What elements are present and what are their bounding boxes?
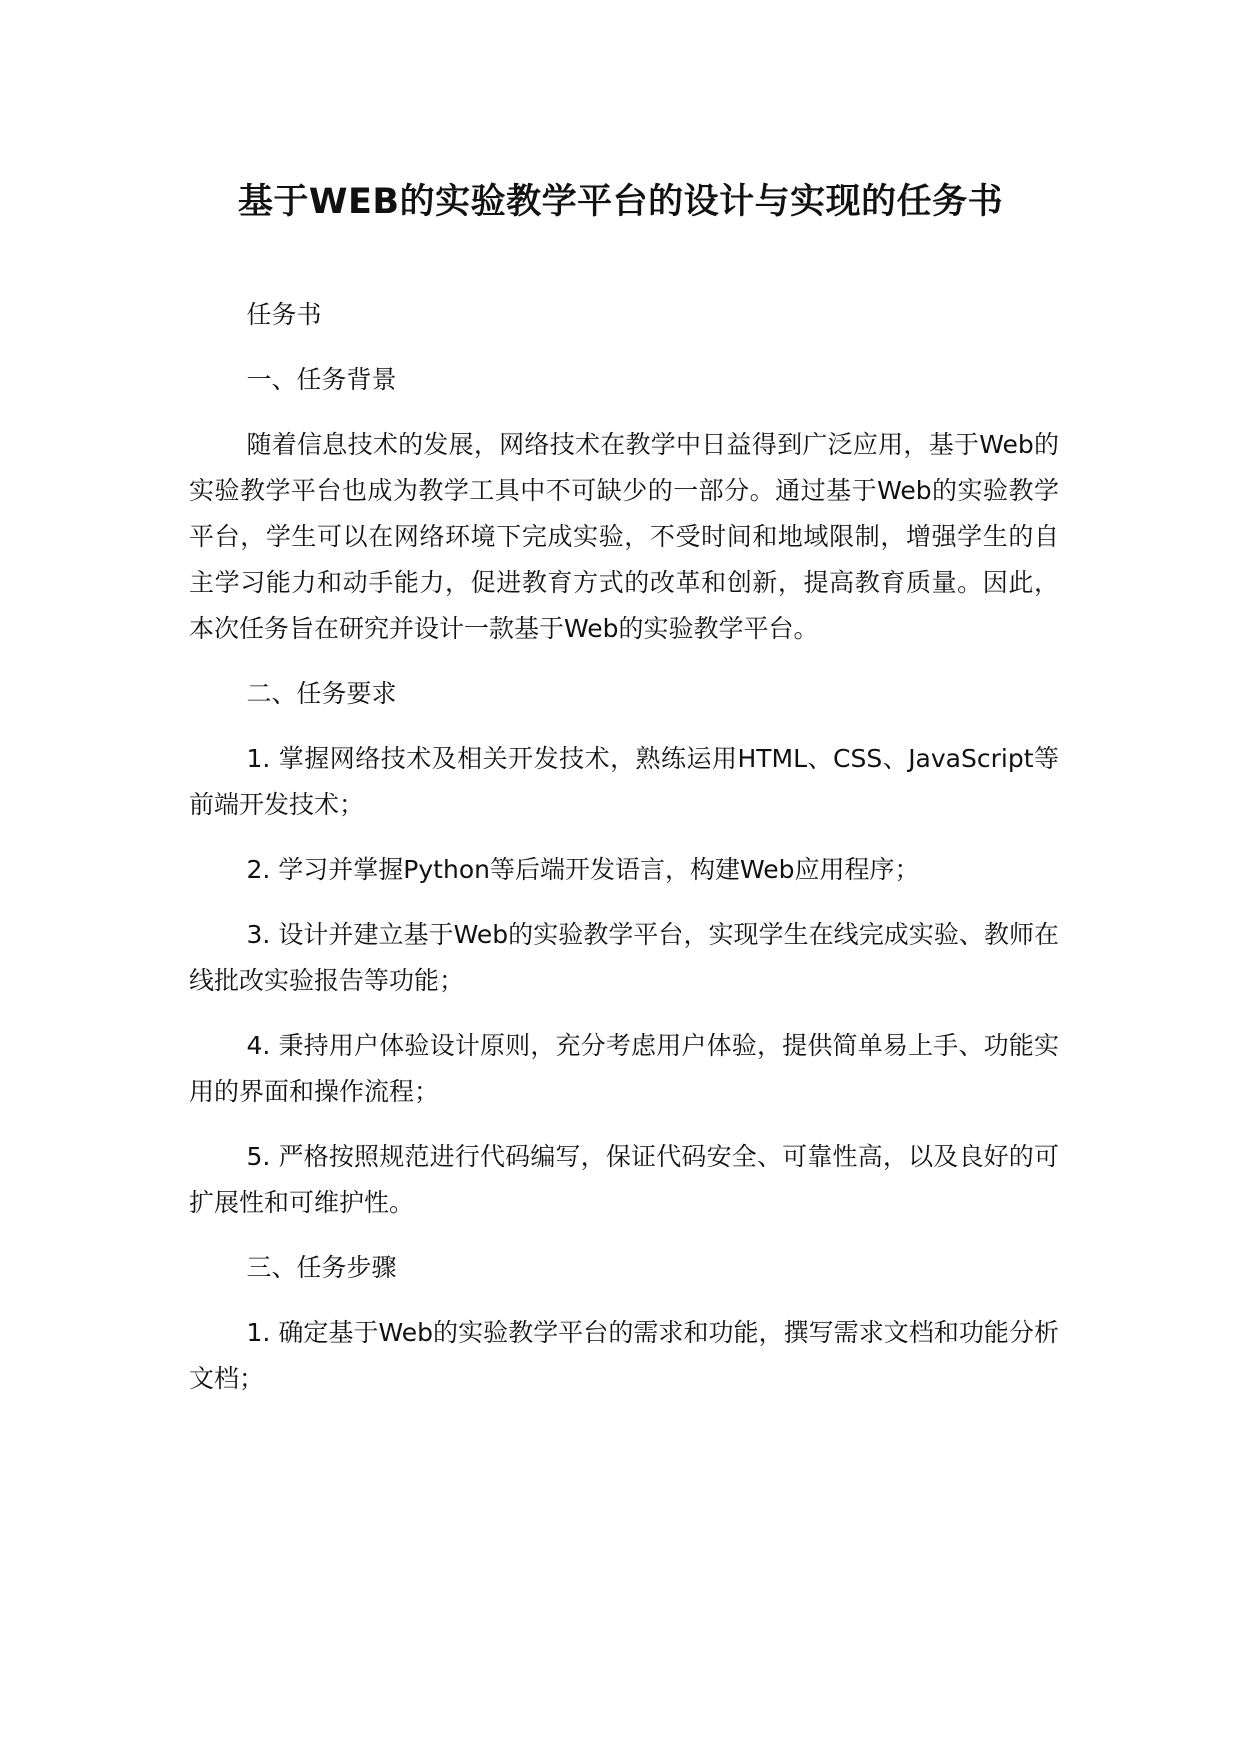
document-title: 基于WEB的实验教学平台的设计与实现的任务书 <box>237 182 1004 222</box>
requirement-item-2: 2. 学习并掌握Python等后端开发语言，构建Web应用程序； <box>246 855 920 884</box>
requirement-item-5: 5. 严格按照规范进行代码编写，保证代码安全、可靠性高，以及良好的可扩展性和可维护性。 <box>189 1142 1059 1217</box>
step-item-1: 1. 确定基于Web的实验教学平台的需求和功能，撰写需求文档和功能分析文档； <box>189 1318 1059 1393</box>
document-body <box>189 292 1059 1421</box>
requirement-item-4: 4. 秉持用户体验设计原则，充分考虑用户体验，提供简单易上手、功能实用的界面和操作流程； <box>189 1031 1059 1106</box>
section-heading-steps: 三、任务步骤 <box>246 1253 397 1282</box>
requirement-item-3: 3. 设计并建立基于Web的实验教学平台，实现学生在线完成实验、教师在线批改实验报告等功能； <box>189 920 1059 995</box>
section-heading-requirements: 二、任务要求 <box>246 679 397 708</box>
section-label: 任务书 <box>246 300 322 329</box>
requirement-item-1: 1. 掌握网络技术及相关开发技术，熟练运用HTML、CSS、JavaScript等前端开发技术； <box>189 744 1059 819</box>
background-paragraph: 随着信息技术的发展，网络技术在教学中日益得到广泛应用，基于Web的实验教学平台也成为教学工具中不可缺少的一部分。通过基于Web的实验教学平台，学生可以在网络环境下完成实验，不受时间和地域限制，增强学生的自主学习能力和动手能力，促进教育方式的改革和创新，提高教育质量。因此，本次任务旨在研究并设计一款基于Web的实验教学平台。 <box>189 430 1059 643</box>
section-heading-background: 一、任务背景 <box>246 365 397 394</box>
